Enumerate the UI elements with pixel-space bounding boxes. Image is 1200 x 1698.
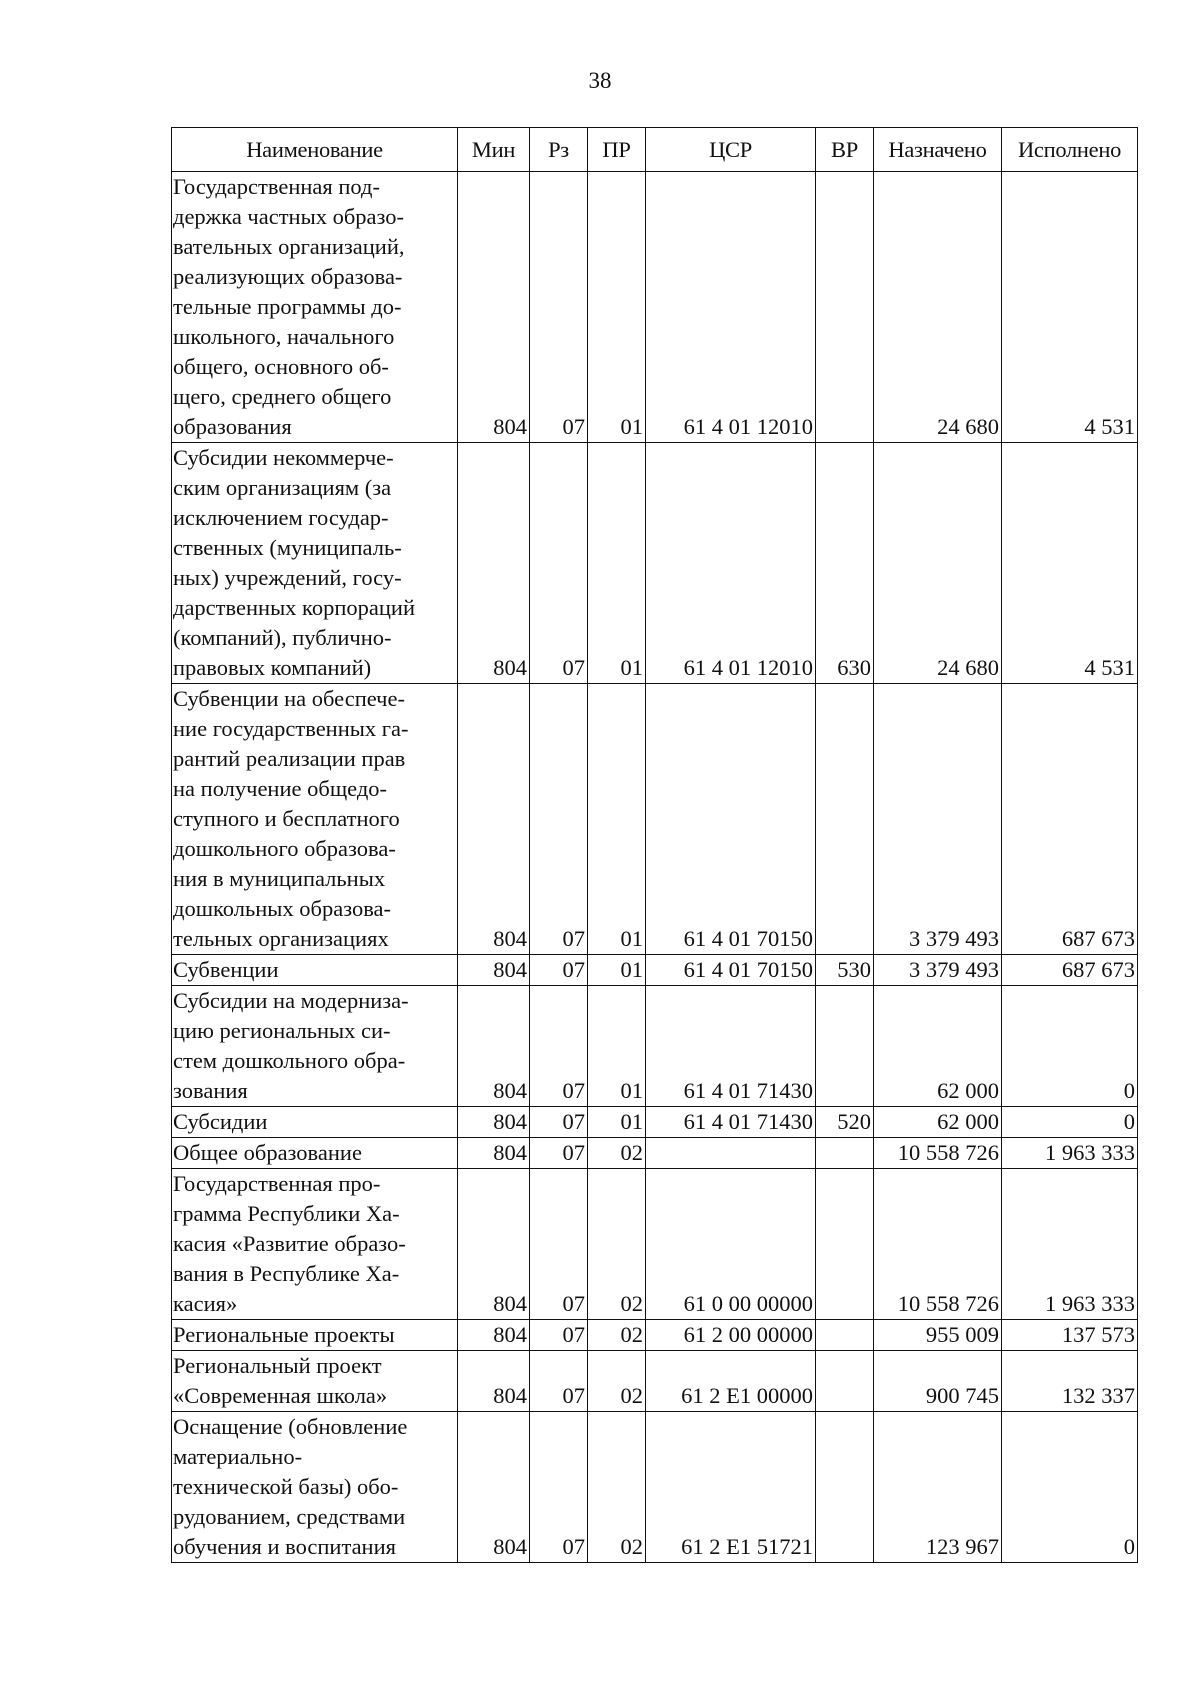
cell-rz: 07 (530, 443, 588, 684)
cell-name-line: Государственная про- (173, 1171, 381, 1196)
cell-name-line: Оснащение (обновление (173, 1414, 408, 1439)
cell-vr (816, 986, 874, 1107)
budget-table (171, 127, 1138, 1563)
cell-name-line: исключением государ- (173, 505, 389, 530)
cell-min: 804 (458, 1412, 530, 1563)
cell-name-line: Государственная под- (173, 174, 380, 199)
cell-name-line: Региональный проект (173, 1353, 382, 1378)
cell-name-line: Субвенции (173, 957, 279, 982)
cell-min: 804 (458, 955, 530, 986)
cell-name-line: обучения и воспитания (173, 1534, 396, 1559)
cell-executed: 132 337 (1002, 1351, 1138, 1412)
cell-rz: 07 (530, 986, 588, 1107)
table-row (172, 1412, 1138, 1563)
cell-csr: 61 4 01 71430 (646, 986, 816, 1107)
cell-min: 804 (458, 1107, 530, 1138)
table-row (172, 986, 1138, 1107)
cell-name (172, 684, 458, 955)
cell-name-line: ние государственных га- (173, 716, 409, 741)
cell-name-line: зования (173, 1078, 248, 1103)
cell-vr (816, 1320, 874, 1351)
cell-name (172, 1351, 458, 1412)
cell-min: 804 (458, 1351, 530, 1412)
cell-assigned: 123 967 (874, 1412, 1002, 1563)
cell-min: 804 (458, 1138, 530, 1169)
cell-executed: 4 531 (1002, 443, 1138, 684)
table-row (172, 955, 1138, 986)
cell-rz: 07 (530, 1412, 588, 1563)
cell-name-line: правовых компаний) (173, 655, 372, 680)
cell-name-line: Субсидии некоммерче- (173, 445, 394, 470)
table-row (172, 1320, 1138, 1351)
cell-name-line: касия «Развитие образо- (173, 1231, 406, 1256)
cell-name (172, 1107, 458, 1138)
cell-name-line: тельные программы до- (173, 294, 402, 319)
cell-name-line: грамма Республики Ха- (173, 1201, 400, 1226)
table-row (172, 443, 1138, 684)
cell-csr (646, 1138, 816, 1169)
cell-pr: 01 (588, 1107, 646, 1138)
cell-pr: 01 (588, 684, 646, 955)
cell-executed: 687 673 (1002, 684, 1138, 955)
cell-executed: 1 963 333 (1002, 1138, 1138, 1169)
cell-name-line: держка частных образо- (173, 204, 405, 229)
cell-name-line: на получение общедо- (173, 776, 388, 801)
cell-executed: 1 963 333 (1002, 1169, 1138, 1320)
cell-pr: 02 (588, 1138, 646, 1169)
cell-name-line: ским организациям (за (173, 475, 392, 500)
header-rz: Рз (530, 128, 588, 172)
cell-pr: 01 (588, 443, 646, 684)
cell-name-line: Субвенции на обеспече- (173, 686, 405, 711)
cell-executed: 137 573 (1002, 1320, 1138, 1351)
cell-min: 804 (458, 172, 530, 443)
cell-vr (816, 684, 874, 955)
cell-name (172, 1320, 458, 1351)
cell-vr (816, 172, 874, 443)
cell-csr: 61 2 E1 51721 (646, 1412, 816, 1563)
cell-name-line: цию региональных си- (173, 1018, 391, 1043)
cell-vr (816, 1169, 874, 1320)
header-min: Мин (458, 128, 530, 172)
cell-name (172, 1138, 458, 1169)
cell-csr: 61 4 01 12010 (646, 443, 816, 684)
cell-name-line: дошкольного образова- (173, 836, 396, 861)
table-row (172, 1169, 1138, 1320)
table-row (172, 172, 1138, 443)
cell-assigned: 24 680 (874, 443, 1002, 684)
cell-assigned: 955 009 (874, 1320, 1002, 1351)
cell-rz: 07 (530, 955, 588, 986)
cell-csr: 61 4 01 70150 (646, 955, 816, 986)
table-row (172, 1138, 1138, 1169)
cell-csr: 61 4 01 70150 (646, 684, 816, 955)
cell-assigned: 900 745 (874, 1351, 1002, 1412)
cell-name-line: стем дошкольного обра- (173, 1048, 406, 1073)
header-pr: ПР (588, 128, 646, 172)
cell-name-line: ных) учреждений, госу- (173, 565, 402, 590)
cell-name-line: реализующих образова- (173, 264, 403, 289)
cell-name (172, 1169, 458, 1320)
cell-rz: 07 (530, 1320, 588, 1351)
cell-rz: 07 (530, 684, 588, 955)
cell-assigned: 62 000 (874, 986, 1002, 1107)
cell-name-line: тельных организациях (173, 926, 389, 951)
cell-name-line: «Современная школа» (173, 1383, 388, 1408)
table-row (172, 1107, 1138, 1138)
cell-name (172, 443, 458, 684)
cell-name-line: щего, среднего общего (173, 384, 392, 409)
cell-name-line: вания в Республике Ха- (173, 1261, 400, 1286)
cell-name-line: ния в муниципальных (173, 866, 386, 891)
cell-assigned: 10 558 726 (874, 1138, 1002, 1169)
cell-name-line: Субсидии на модерниза- (173, 988, 409, 1013)
cell-csr: 61 4 01 71430 (646, 1107, 816, 1138)
cell-name-line: школьного, начального (173, 324, 395, 349)
cell-name-line: дарственных корпораций (173, 595, 415, 620)
cell-vr: 520 (816, 1107, 874, 1138)
cell-name-line: материально- (173, 1444, 303, 1469)
cell-assigned: 24 680 (874, 172, 1002, 443)
cell-name-line: Общее образование (173, 1140, 362, 1165)
cell-vr (816, 1351, 874, 1412)
cell-name (172, 172, 458, 443)
cell-pr: 01 (588, 986, 646, 1107)
cell-assigned: 3 379 493 (874, 684, 1002, 955)
cell-executed: 4 531 (1002, 172, 1138, 443)
cell-pr: 02 (588, 1169, 646, 1320)
cell-vr (816, 1412, 874, 1563)
cell-name-line: рантий реализации прав (173, 746, 406, 771)
cell-name-line: дошкольных образова- (173, 896, 392, 921)
cell-assigned: 62 000 (874, 1107, 1002, 1138)
cell-executed: 687 673 (1002, 955, 1138, 986)
cell-name (172, 955, 458, 986)
cell-pr: 02 (588, 1412, 646, 1563)
header-name: Наименование (172, 128, 458, 172)
cell-name-line: касия» (173, 1291, 238, 1316)
cell-rz: 07 (530, 1138, 588, 1169)
cell-min: 804 (458, 1169, 530, 1320)
table-row (172, 684, 1138, 955)
cell-assigned: 10 558 726 (874, 1169, 1002, 1320)
cell-min: 804 (458, 443, 530, 684)
cell-executed: 0 (1002, 1412, 1138, 1563)
cell-name-line: рудованием, средствами (173, 1504, 406, 1529)
cell-name-line: образования (173, 414, 292, 439)
cell-name (172, 986, 458, 1107)
cell-pr: 02 (588, 1320, 646, 1351)
cell-csr: 61 2 E1 00000 (646, 1351, 816, 1412)
table-header-row (172, 128, 1138, 172)
cell-vr (816, 1138, 874, 1169)
cell-rz: 07 (530, 172, 588, 443)
cell-rz: 07 (530, 1169, 588, 1320)
cell-pr: 01 (588, 955, 646, 986)
cell-executed: 0 (1002, 986, 1138, 1107)
cell-name-line: ственных (муниципаль- (173, 535, 402, 560)
cell-name-line: технической базы) обо- (173, 1474, 399, 1499)
cell-executed: 0 (1002, 1107, 1138, 1138)
header-assigned: Назначено (874, 128, 1002, 172)
cell-csr: 61 0 00 00000 (646, 1169, 816, 1320)
cell-csr: 61 2 00 00000 (646, 1320, 816, 1351)
cell-vr: 630 (816, 443, 874, 684)
cell-pr: 02 (588, 1351, 646, 1412)
cell-min: 804 (458, 986, 530, 1107)
header-csr: ЦСР (646, 128, 816, 172)
cell-min: 804 (458, 1320, 530, 1351)
page-number: 38 (588, 68, 612, 93)
cell-name-line: ступного и бесплатного (173, 806, 400, 831)
header-vr: ВР (816, 128, 874, 172)
table-row (172, 1351, 1138, 1412)
cell-name-line: Региональные проекты (173, 1322, 395, 1347)
cell-vr: 530 (816, 955, 874, 986)
cell-name-line: (компаний), публично- (173, 625, 392, 650)
cell-rz: 07 (530, 1107, 588, 1138)
cell-name-line: вательных организаций, (173, 234, 405, 259)
table-body (172, 172, 1138, 1563)
cell-assigned: 3 379 493 (874, 955, 1002, 986)
cell-pr: 01 (588, 172, 646, 443)
cell-rz: 07 (530, 1351, 588, 1412)
cell-name (172, 1412, 458, 1563)
cell-min: 804 (458, 684, 530, 955)
cell-name-line: Субсидии (173, 1109, 268, 1134)
cell-csr: 61 4 01 12010 (646, 172, 816, 443)
header-executed: Исполнено (1002, 128, 1138, 172)
cell-name-line: общего, основного об- (173, 354, 389, 379)
